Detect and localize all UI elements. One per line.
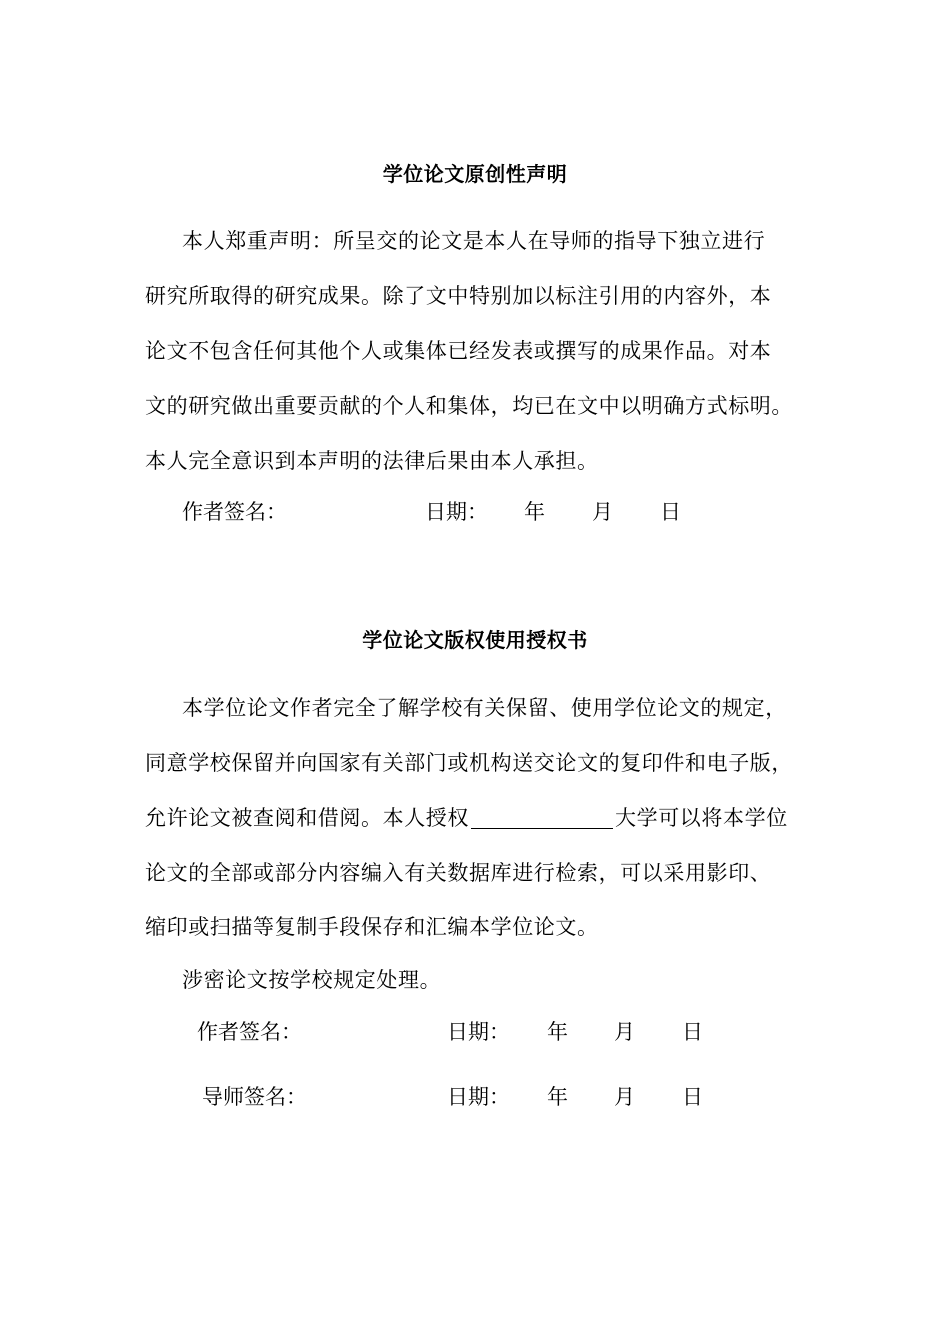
authorization-line-3 bbox=[145, 808, 788, 829]
year-label: 年 bbox=[524, 500, 545, 524]
author-signature-label: 作者签名： bbox=[182, 500, 287, 524]
day-label: 日 bbox=[660, 500, 681, 524]
authorization-line-1: 本学位论文作者完全了解学校有关保留、使用学位论文的规定， bbox=[182, 696, 787, 720]
supervisor-signature-label: 导师签名： bbox=[202, 1085, 307, 1109]
authorization-line-3-text: 允许论文被查阅和借阅。本人授权 bbox=[145, 806, 469, 830]
author-signature-label-2: 作者签名： bbox=[197, 1020, 302, 1044]
authorization-line-3-suffix: 大学可以将本学位 bbox=[615, 806, 788, 830]
authorization-line-5: 缩印或扫描等复制手段保存和汇编本学位论文。 bbox=[145, 915, 599, 939]
authorization-line-4: 论文的全部或部分内容编入有关数据库进行检索，可以采用影印、 bbox=[145, 861, 772, 885]
date-label: 日期： bbox=[425, 500, 488, 524]
day-label-2: 日 bbox=[682, 1020, 703, 1044]
declaration-title: 学位论文原创性声明 bbox=[382, 162, 568, 186]
date-label-3: 日期： bbox=[447, 1085, 510, 1109]
date-label-2: 日期： bbox=[447, 1020, 510, 1044]
declaration-line-2: 研究所取得的研究成果。除了文中特别加以标注引用的内容外，本 bbox=[145, 284, 772, 308]
year-label-2: 年 bbox=[547, 1020, 568, 1044]
declaration-line-3: 论文不包含任何其他个人或集体已经发表或撰写的成果作品。对本 bbox=[145, 339, 772, 363]
year-label-3: 年 bbox=[547, 1085, 568, 1109]
authorization-title: 学位论文版权使用授权书 bbox=[362, 628, 588, 652]
declaration-line-4: 文的研究做出重要贡献的个人和集体，均已在文中以明确方式标明。 bbox=[145, 394, 793, 418]
university-name-blank bbox=[471, 808, 613, 829]
day-label-3: 日 bbox=[682, 1085, 703, 1109]
month-label-2: 月 bbox=[614, 1020, 635, 1044]
declaration-line-1: 本人郑重声明：所呈交的论文是本人在导师的指导下独立进行 bbox=[182, 229, 766, 253]
month-label-3: 月 bbox=[614, 1085, 635, 1109]
authorization-line-6: 涉密论文按学校规定处理。 bbox=[182, 968, 442, 992]
month-label: 月 bbox=[592, 500, 613, 524]
declaration-line-5: 本人完全意识到本声明的法律后果由本人承担。 bbox=[145, 449, 599, 473]
authorization-line-2: 同意学校保留并向国家有关部门或机构送交论文的复印件和电子版， bbox=[145, 751, 793, 775]
